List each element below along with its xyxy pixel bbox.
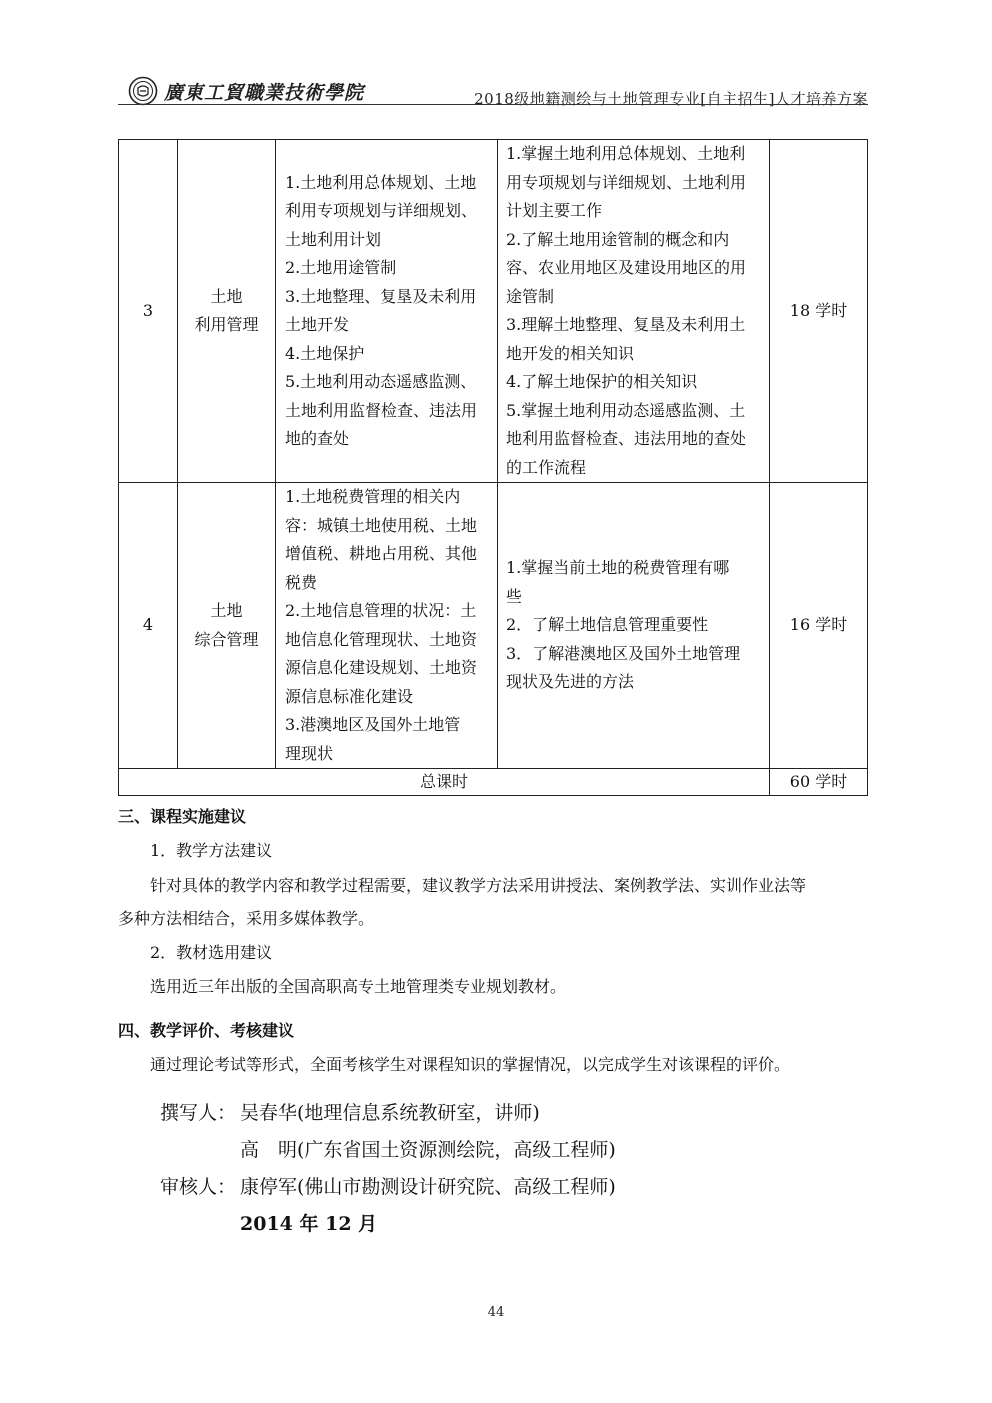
section-heading-implementation: 三、课程实施建议 xyxy=(118,807,247,826)
section-heading-evaluation: 四、教学评价、考核建议 xyxy=(118,1021,295,1040)
cell-content xyxy=(276,140,498,483)
writer-2: 高 明(广东省国土资源测绘院，高级工程师) xyxy=(240,1139,616,1161)
cell-content-line: 2.土地用途管制 xyxy=(285,258,397,277)
cell-requirements-line: 些 xyxy=(506,586,523,606)
school-logo-icon xyxy=(128,76,158,106)
paragraph-teaching-method-line2: 多种方法相结合，采用多媒体教学。 xyxy=(118,909,375,928)
document-title: 2018级地籍测绘与土地管理专业[自主招生]人才培养方案 xyxy=(474,90,868,108)
cell-requirements-line: 4.了解土地保护的相关知识 xyxy=(506,372,698,391)
paragraph-evaluation: 通过理论考试等形式，全面考核学生对课程知识的掌握情况，以完成学生对该课程的评价。 xyxy=(150,1055,791,1074)
table-row xyxy=(119,140,868,483)
cell-number: 4 xyxy=(119,483,178,769)
cell-content-line: 税费 xyxy=(285,572,318,592)
cell-content-line: 3.土地整理、复垦及未利用 xyxy=(285,286,477,306)
cell-content-line: 源信息化建设规划、土地资 xyxy=(285,658,478,677)
cell-module-name-line: 土地 xyxy=(210,601,243,620)
paragraph-textbook: 选用近三年出版的全国高职高专土地管理类专业规划教材。 xyxy=(150,977,567,996)
cell-hours: 18 学时 xyxy=(770,140,868,483)
cell-content-line: 1.土地利用总体规划、土地 xyxy=(285,172,477,192)
cell-requirements-line: 现状及先进的方法 xyxy=(506,672,635,692)
table-row xyxy=(119,483,868,769)
school-name: 廣東工貿職業技術學院 xyxy=(164,82,365,104)
page-number: 44 xyxy=(487,1305,505,1320)
cell-content-line: 容：城镇土地使用税、土地 xyxy=(285,515,478,535)
cell-requirements-line: 地利用监督检查、违法用地的查处 xyxy=(506,429,747,448)
cell-content-line: 4.土地保护 xyxy=(285,343,365,363)
cell-content-line: 2.土地信息管理的状况：土 xyxy=(285,601,477,620)
writer-label: 撰写人： xyxy=(160,1102,237,1124)
subheading-teaching-method: 1．教学方法建议 xyxy=(150,841,273,860)
cell-content-line: 土地利用计划 xyxy=(285,229,382,249)
cell-hours: 16 学时 xyxy=(770,483,868,769)
cell-content-line: 3.港澳地区及国外土地管 xyxy=(285,715,461,734)
cell-content-line: 地信息化管理现状、土地资 xyxy=(285,629,478,649)
cell-requirements-line: 用专项规划与详细规划、土地利用 xyxy=(506,172,747,192)
cell-requirements-line: 1.掌握当前土地的税费管理有哪 xyxy=(506,558,730,578)
cell-content-line: 增值税、耕地占用税、其他 xyxy=(285,544,478,563)
subheading-textbook: 2．教材选用建议 xyxy=(150,943,273,962)
total-hours: 60 学时 xyxy=(770,769,868,796)
cell-content-line: 土地利用监督检查、违法用 xyxy=(285,400,478,420)
total-label: 总课时 xyxy=(119,769,770,796)
cell-requirements-line: 计划主要工作 xyxy=(506,201,603,220)
cell-requirements xyxy=(498,140,770,483)
cell-content-line: 利用专项规划与详细规划、 xyxy=(285,201,478,220)
paragraph-teaching-method-line1: 针对具体的教学内容和教学过程需要，建议教学方法采用讲授法、案例教学法、实训作业法等 xyxy=(150,876,807,895)
signature-date: 2014 年 12 月 xyxy=(240,1213,378,1235)
cell-content-line: 地的查处 xyxy=(285,429,350,448)
cell-requirements-line: 地开发的相关知识 xyxy=(506,343,635,363)
cell-module-name-line: 综合管理 xyxy=(194,629,259,649)
cell-module-name-line: 利用管理 xyxy=(194,315,259,334)
reviewer: 康停军(佛山市勘测设计研究院、高级工程师) xyxy=(240,1176,616,1198)
header-divider xyxy=(118,104,868,105)
cell-requirements-line: 途管制 xyxy=(506,286,555,306)
cell-number: 3 xyxy=(119,140,178,483)
cell-content-line: 1.土地税费管理的相关内 xyxy=(285,487,461,506)
cell-requirements-line: 容、农业用地区及建设用地区的用 xyxy=(506,258,747,277)
cell-requirements-line: 2．了解土地信息管理重要性 xyxy=(506,615,709,635)
table-total-row xyxy=(119,769,868,796)
cell-requirements-line: 1.掌握土地利用总体规划、土地利 xyxy=(506,144,746,163)
course-content-table xyxy=(118,139,868,796)
cell-requirements xyxy=(498,483,770,769)
cell-content-line: 理现状 xyxy=(285,743,334,763)
cell-module-name xyxy=(178,140,276,483)
cell-content-line: 5.土地利用动态遥感监测、 xyxy=(285,372,477,391)
page-header xyxy=(118,66,868,106)
cell-content xyxy=(276,483,498,769)
cell-requirements-line: 2.了解土地用途管制的概念和内 xyxy=(506,229,730,249)
cell-module-name-line: 土地 xyxy=(210,286,243,306)
cell-requirements-line: 3.理解土地整理、复垦及未利用土 xyxy=(506,315,746,334)
reviewer-label: 审核人： xyxy=(160,1176,237,1198)
writer-1: 吴春华(地理信息系统教研室，讲师) xyxy=(240,1102,540,1124)
cell-requirements-line: 的工作流程 xyxy=(506,457,587,477)
cell-requirements-line: 3．了解港澳地区及国外土地管理 xyxy=(506,643,741,663)
cell-module-name xyxy=(178,483,276,769)
cell-content-line: 源信息标准化建设 xyxy=(285,686,414,706)
cell-content-line: 土地开发 xyxy=(285,315,350,334)
cell-requirements-line: 5.掌握土地利用动态遥感监测、土 xyxy=(506,400,746,420)
